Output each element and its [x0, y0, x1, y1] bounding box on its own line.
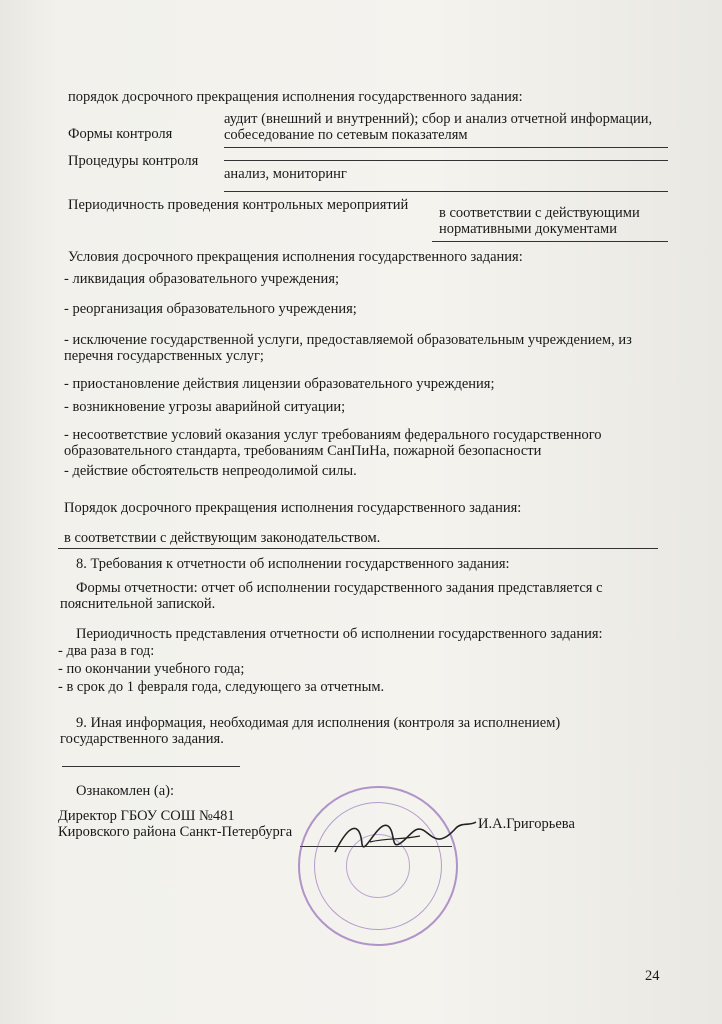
periodicity-label: Периодичность проведения контрольных мероприятий: [68, 197, 409, 213]
director-name: И.А.Григорьева: [478, 816, 575, 832]
condition-item: - несоответствие условий оказания услуг требованиям федерального государственного: [64, 427, 602, 443]
section-8-period-item: - по окончании учебного года;: [58, 661, 245, 677]
periodicity-value-1: в соответствии с действующими: [439, 205, 640, 221]
control-forms-value-2: собеседование по сетевым показателям: [224, 127, 468, 143]
section-8-forms-cont: пояснительной запиской.: [60, 596, 216, 612]
condition-item: - ликвидация образовательного учреждения;: [64, 271, 340, 287]
order-intro-line: порядок досрочного прекращения исполнения государственного задания:: [68, 89, 523, 105]
page-number: 24: [645, 968, 660, 984]
divider: [58, 548, 658, 549]
school-seal-stamp-icon: [298, 786, 458, 946]
section-9-text-cont: государственного задания.: [60, 731, 224, 747]
section-8-title: 8. Требования к отчетности об исполнении государственного задания:: [76, 556, 510, 572]
divider: [62, 766, 240, 767]
condition-item: - исключение государственной услуги, предоставляемой образовательным учреждением, из: [64, 332, 632, 348]
control-forms-label: Формы контроля: [68, 126, 173, 142]
section-9-text: 9. Иная информация, необходимая для исполнения (контроля за исполнением): [76, 715, 561, 731]
section-8-forms: Формы отчетности: отчет об исполнении государственного задания представляется с: [76, 580, 603, 596]
periodicity-value-2: нормативными документами: [439, 221, 617, 237]
condition-item: перечня государственных услуг;: [64, 348, 264, 364]
condition-item: - приостановление действия лицензии образовательного учреждения;: [64, 376, 495, 392]
acknowledged-label: Ознакомлен (а):: [76, 783, 175, 799]
section-8-period-item: - в срок до 1 февраля года, следующего за отчетным.: [58, 679, 385, 695]
section-8-period-title: Периодичность представления отчетности об исполнении государственного задания:: [76, 626, 603, 642]
conditions-title: Условия досрочного прекращения исполнения государственного задания:: [68, 249, 523, 265]
procedures-value: анализ, мониторинг: [224, 166, 347, 182]
order-value: в соответствии с действующим законодательством.: [64, 530, 381, 546]
condition-item: - действие обстоятельств непреодолимой силы.: [64, 463, 357, 479]
order-title: Порядок досрочного прекращения исполнения государственного задания:: [64, 500, 522, 516]
divider: [224, 147, 668, 148]
director-title: Директор ГБОУ СОШ №481: [58, 808, 235, 824]
divider: [224, 160, 668, 161]
control-forms-value-1: аудит (внешний и внутренний); сбор и анализ отчетной информации,: [224, 111, 653, 127]
condition-item: - реорганизация образовательного учреждения;: [64, 301, 357, 317]
procedures-label: Процедуры контроля: [68, 153, 199, 169]
section-8-period-item: - два раза в год:: [58, 643, 155, 659]
director-signature-icon: [330, 812, 480, 862]
divider: [432, 241, 668, 242]
divider: [224, 191, 668, 192]
director-district: Кировского района Санкт-Петербурга: [58, 824, 293, 840]
condition-item: - возникновение угрозы аварийной ситуации;: [64, 399, 346, 415]
condition-item: образовательного стандарта, требованиям СанПиНа, пожарной безопасности: [64, 443, 542, 459]
